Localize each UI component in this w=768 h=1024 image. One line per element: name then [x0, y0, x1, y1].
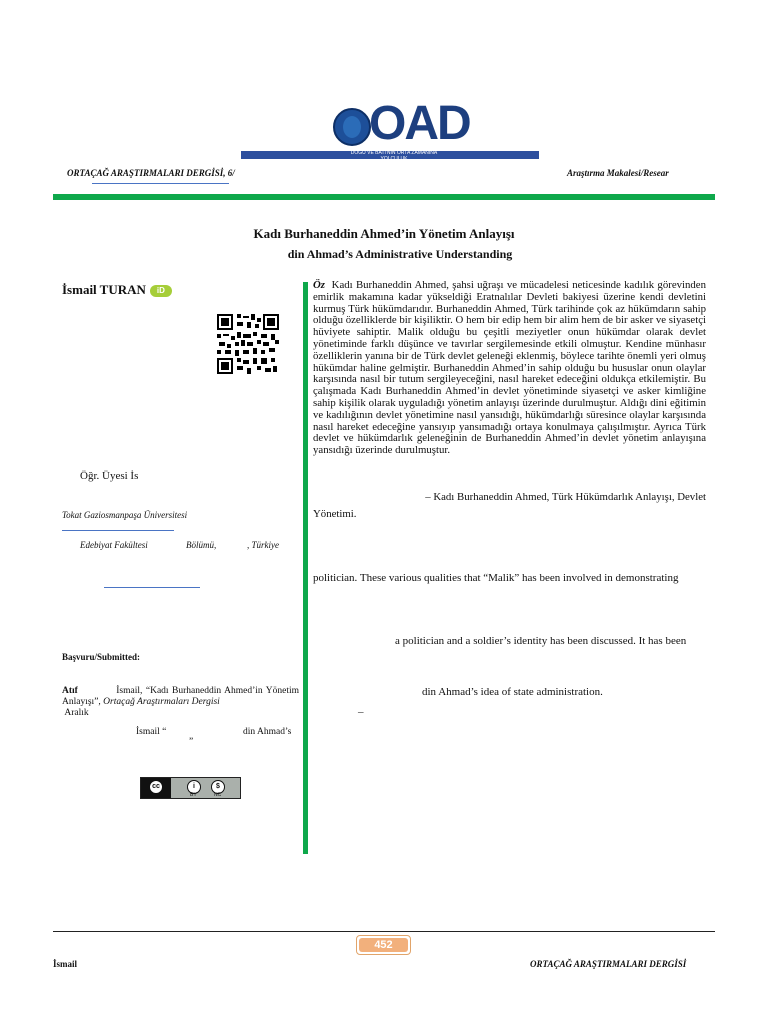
author-block: [62, 282, 172, 298]
cc-icon: cc: [149, 780, 163, 794]
nc-icon: $: [211, 780, 225, 794]
faculty: Edebiyat Fakültesi: [80, 540, 148, 550]
header-divider: [53, 194, 715, 200]
qr-code-icon: [217, 314, 279, 374]
by-icon: i: [187, 780, 201, 794]
license-nc-label: NC: [214, 792, 222, 798]
abstract-label: Öz: [313, 279, 325, 291]
university: Tokat Gaziosmanpaşa Üniversitesi: [62, 510, 188, 520]
keywords-line-2: Yönetimi.: [313, 508, 357, 520]
journal-logo: [241, 97, 539, 162]
citation: [62, 686, 299, 719]
abstract: [313, 280, 706, 457]
english-keywords-dash: –: [358, 706, 364, 718]
english-abstract-line-3: din Ahmad’s idea of state administration.: [422, 686, 603, 698]
page-number-badge: [356, 935, 411, 955]
citation-en-left: İsmail “: [136, 727, 167, 737]
logo-tagline-1: DOĞU VE BATI'NIN ORTA ZAMANINA: [350, 150, 438, 156]
department: Bölümü,: [186, 540, 217, 550]
keywords: [313, 489, 706, 523]
author-name: İsmail TURAN: [62, 282, 146, 297]
license-badge[interactable]: [140, 777, 241, 799]
country: , Türkiye: [247, 540, 279, 550]
seal-icon: [333, 108, 371, 146]
logo-tagline: [339, 150, 449, 162]
page-number: 452: [359, 938, 408, 952]
abstract-text: Kadı Burhaneddin Ahmed, şahsi uğraşı ve mücadelesi neticesinde kadılık görevinden emirlik makamına kadar yükseldiği Eratnalılar Devleti bakiyesi üzerine kendi devletini kurmuş Türk hükümdarıdır. Burhaneddin Ahmed, Türk tarihinde çok az hükümdarın sahip olduğu özelliklerde bir kişiliktir. O hem bir edip hem bir alim hem de bir asker ve siyasetçi hüviyete sahiptir. Malik olduğu bu çeşitli meziyetler onun hükümdar olarak devlet yönetiminde farklı düşünce ve tavırlar sergilemesinde etkili olmuştur. Kendine münhasır özelliklerin yanına bir de Türk devlet geleneği eklenmiş, böylece tarihte önemli yeri olmuş hükümdar haline gelmiştir. Burhaneddin Ahmed’in sahip olduğu bu hususlar onun olaylar karşısında nasıl bir tutum sergileyeceğini, nasıl hareket edeceğini oldukça etkilemiştir. Bu çalışmada Kadı Burhaneddin Ahmed’in devlet yönetiminde siyasetçi ve asker kimliğine sahip kişilik olarak uyguladığı yönetim anlayışı üzerinde durulmuştur. Aldığı dini eğitimin ve kadılığının devlet yönetimine nasıl yansıdığı, hükümdarlığı süresince olaylar karşısında nasıl hareket edeceğine yansıyıp yansımadığı ortaya konulmaya çalışılmıştır. Ayrıca Türk devlet ve hükümdarlık geleneğinin de Burhaneddin Ahmed’in devlet yönetim anlayışına yansıdığı üzerinde durulmuştur.: [313, 279, 706, 457]
article-title: Kadı Burhaneddin Ahmed’in Yönetim Anlayışı: [253, 226, 515, 241]
logo-tagline-2: YOLCULUK: [380, 156, 408, 162]
footer-journal: ORTAÇAĞ ARAŞTIRMALARI DERGİSİ: [530, 959, 687, 969]
submitted-label: Başvuru/Submitted:: [62, 652, 141, 662]
column-divider: [303, 282, 308, 854]
author-rank: Öğr. Üyesi İs: [80, 470, 139, 482]
article-type: Araştırma Makalesi/Resear: [567, 168, 669, 178]
header-link-underline: [92, 183, 229, 184]
university-underline: [62, 530, 174, 531]
logo-letters: OAD: [369, 97, 470, 150]
citation-month: Aralık: [64, 708, 89, 718]
email-link[interactable]: [104, 587, 200, 588]
english-abstract-line-1: politician. These various qualities that “Malik” has been involved in demonstrating: [313, 572, 679, 584]
keywords-line-1: – Kadı Burhaneddin Ahmed, Türk Hükümdarlık Anlayışı, Devlet: [425, 491, 706, 503]
license-by-label: BY: [190, 792, 197, 798]
english-abstract-line-2: a politician and a soldier’s identity has been discussed. It has been: [395, 635, 687, 647]
footer-divider: [53, 931, 715, 932]
orcid-icon[interactable]: iD: [150, 285, 172, 297]
citation-journal: Ortaçağ Araştırmaları Dergisi: [103, 697, 220, 707]
citation-en-quote: ”: [189, 737, 194, 747]
citation-text: İsmail, “Kadı Burhaneddin Ahmed’in Yönetim Anlayışı”,: [62, 686, 300, 707]
citation-label: Atıf: [62, 686, 78, 696]
article-subtitle: din Ahmad’s Administrative Understanding: [287, 247, 513, 261]
journal-issue: ORTAÇAĞ ARAŞTIRMALARI DERGİSİ, 6/: [67, 168, 235, 178]
footer-author: İsmail: [53, 959, 78, 969]
citation-en-right: din Ahmad’s: [243, 727, 292, 737]
